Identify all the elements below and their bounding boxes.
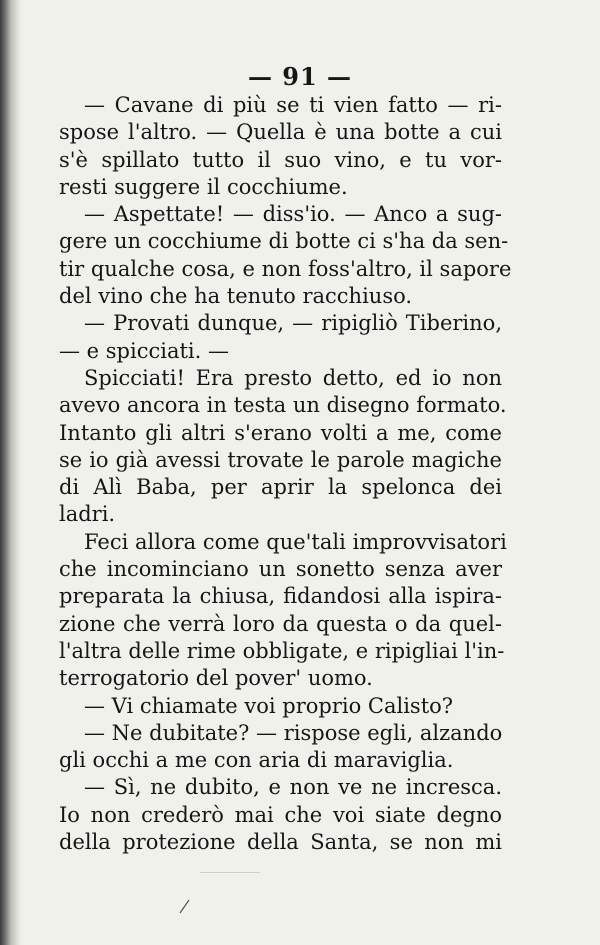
text-line: tir qualche cosa, e non foss'altro, il sapore [59,256,512,281]
text-line: preparata la chiusa, fidandosi alla ispira- [59,584,502,609]
text-line: spose l'altro. — Quella è una botte a cui [59,120,502,145]
text-line: gli occhi a me con aria di maraviglia. [59,748,454,773]
text-line: — Ne dubitate? — rispose egli, alzando [84,720,503,745]
text-line: zione che verrà loro da questa o da quel- [59,611,502,636]
text-line: terrogatorio del pover' uomo. [59,666,373,691]
text-line: di Alì Baba, per aprir la spelonca dei [59,475,502,500]
pen-mark-icon [178,897,192,915]
text-line: Feci allora come que'tali improvvisatori [84,529,507,554]
text-line: ladri. [59,502,116,527]
page-number: — 91 — [247,62,353,91]
text-line: Io non crederò mai che voi siate degno [59,802,502,827]
text-line: gere un cocchiume di botte ci s'ha da sen- [59,229,509,254]
text-line: Intanto gli altri s'erano volti a me, come [59,420,502,445]
text-line: — Sì, ne dubito, e non ve ne incresca. [84,775,502,800]
text-line: Spicciati! Era presto detto, ed io non [84,365,502,390]
text-line: se io già avessi trovate le parole magiche [59,447,502,472]
text-line: della protezione della Santa, se non mi [59,830,502,855]
text-line: avevo ancora in testa un disegno formato. [59,393,507,418]
text-line: l'altra delle rime obbligate, e ripigliai l'in- [59,638,505,663]
text-line: — Provati dunque, — ripigliò Tiberino, [84,311,502,336]
text-line: resti suggere il cocchiume. [59,174,348,199]
text-line: — Cavane di più se ti vien fatto — ri- [84,93,502,117]
text-line: del vino che ha tenuto racchiuso. [59,284,413,309]
page-binding-shadow [0,0,22,945]
text-line: — e spicciati. — [59,338,229,363]
paper-smudge [200,872,260,873]
text-line: — Vi chiamate voi proprio Calisto? [84,693,454,718]
text-line: s'è spillato tutto il suo vino, e tu vor- [59,147,502,172]
body-text [59,92,512,856]
text-line: che incominciano un sonetto senza aver [59,557,502,582]
text-line: — Aspettate! — diss'io. — Anco a sug- [84,202,502,227]
